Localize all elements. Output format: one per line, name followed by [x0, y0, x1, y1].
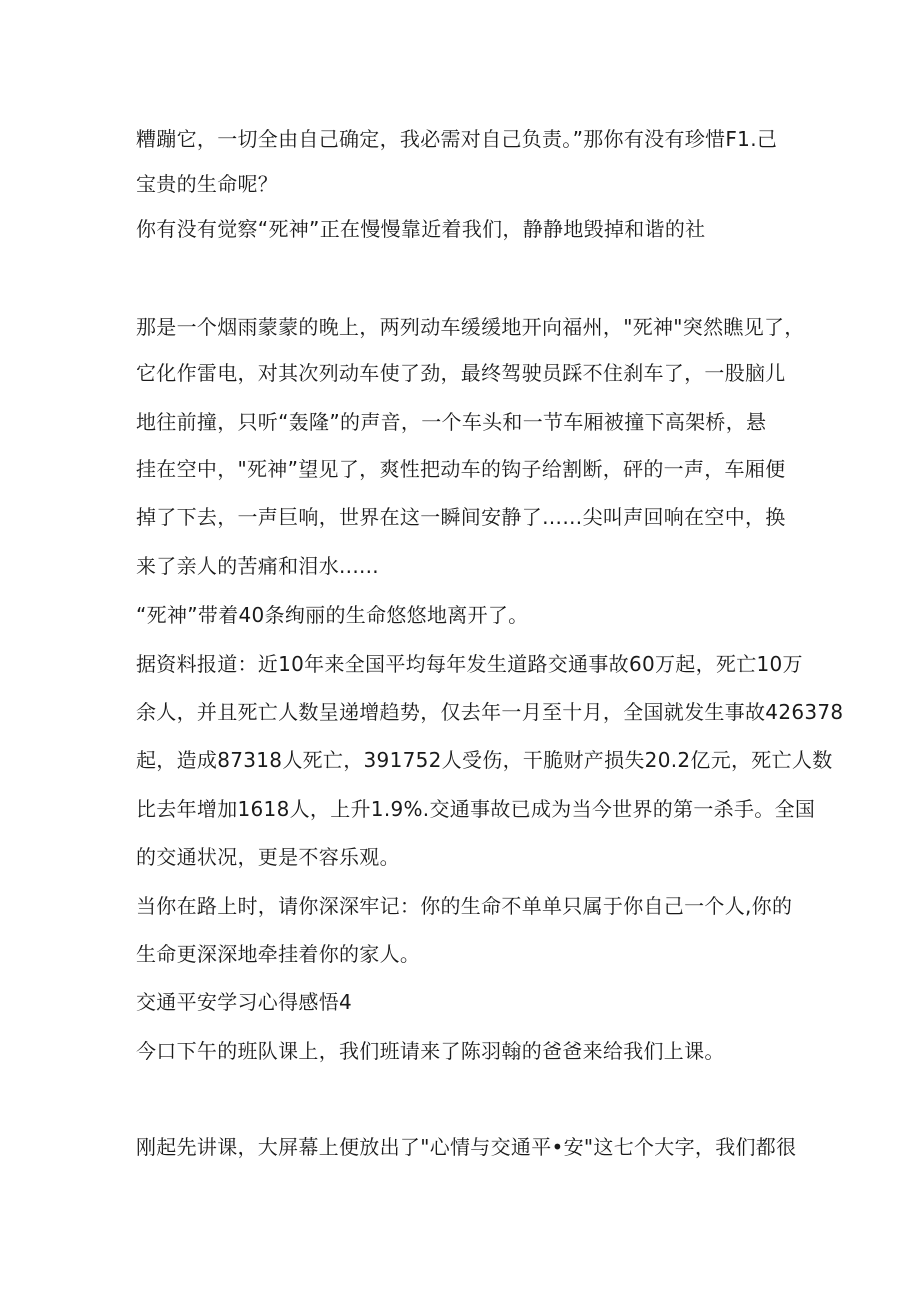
paragraph-line: 刚起先讲课，大屏幕上便放出了"心情与交通平•安"这七个大字，我们都很 [136, 1135, 797, 1159]
paragraph-line: 掉了下去，一声巨响，世界在这一瞬间安静了……尖叫声回响在空中，换 [136, 505, 786, 529]
paragraph-line: “死神”带着40条绚丽的生命悠悠地离开了。 [136, 603, 529, 627]
paragraph-line: 来了亲人的苦痛和泪水...... [136, 554, 379, 578]
paragraph-line: 的交通状况，更是不容乐观。 [136, 845, 400, 869]
paragraph-line: 宝贵的生命呢？ [136, 172, 279, 196]
paragraph-line: 挂在空中，"死神”望见了，爽性把动车的钩子给割断，砰的一声，车厢便 [136, 457, 786, 481]
paragraph-line: 起，造成87318人死亡，391752人受伤，干脆财产损失20.2亿元，死亡人数 [136, 748, 833, 772]
paragraph-line: 你有没有觉察“死神”正在慢慢靠近着我们，静静地毁掉和谐的社 [136, 217, 706, 241]
paragraph-line: 余人，并且死亡人数呈递增趋势，仅去年一月至十月，全国就发生事故426378 [136, 700, 844, 724]
paragraph-line: 那是一个烟雨蒙蒙的晚上，两列动车缓缓地开向福州，"死神"突然瞧见了， [136, 315, 805, 339]
paragraph-line: 糟蹦它，一切全由自己确定，我必需对自己负责。”那你有没有珍惜F1.己 [136, 127, 778, 151]
paragraph-line: 地往前撞，只听“轰隆”的声音，一个车头和一节车厢被撞下高架桥，悬 [136, 410, 767, 434]
paragraph-line: 当你在路上时，请你深深牢记：你的生命不单单只属于你自己一个人,你的 [136, 894, 793, 918]
section-heading: 交通平安学习心得感悟4 [136, 990, 353, 1014]
paragraph-line: 它化作雷电，对其次列动车使了劲，最终驾驶员踩不住刹车了，一股脑儿 [136, 361, 786, 385]
paragraph-line: 今口下午的班队课上，我们班请来了陈羽翰的爸爸来给我们上课。 [136, 1039, 725, 1063]
paragraph-line: 比去年增加1618人，上升1.9%.交通事故已成为当今世界的第一杀手。全国 [136, 797, 816, 821]
paragraph-line: 生命更深深地牵挂着你的家人。 [136, 942, 421, 966]
paragraph-line: 据资料报道：近10年来全国平均每年发生道路交通事故60万起，死亡10万 [136, 652, 803, 676]
